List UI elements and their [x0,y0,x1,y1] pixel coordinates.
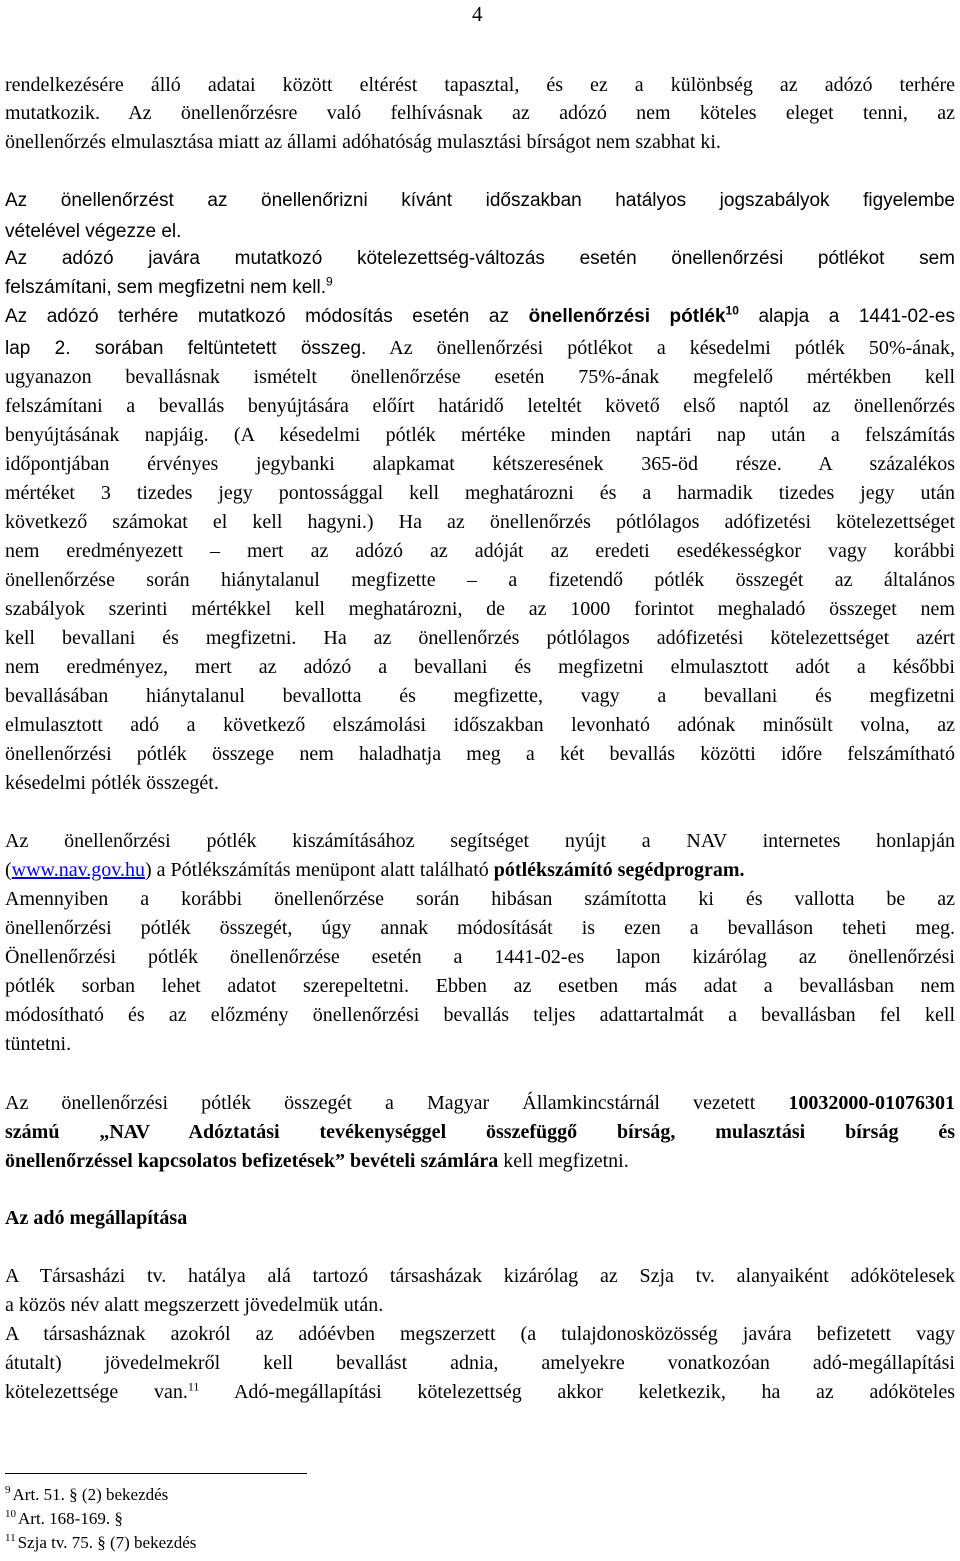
text-line [5,1150,955,1173]
text-line: ugyanazon bevallásnak ismételt önellenőrzése esetén 75%-ának megfelelő mértékben kell [5,366,955,388]
text-line: átutalt) jövedelmekről kell bevallást adnia, amelyekre vonatkozóan adó-megállapítási [5,1352,955,1374]
nav-website-link[interactable]: www.nav.gov.hu [11,859,145,881]
text-line: bevallásában hiánytalanul bevallotta és megfizette, vagy a bevallani és megfizetni [5,685,955,707]
footnote [5,1531,605,1555]
text-line: elmulasztott adó a következő elszámolási időszakban levonható adónak minősült volna, az [5,714,955,736]
text-line: A Társasházi tv. hatálya alá tartozó társasházak kizárólag az Szja tv. alanyaiként adókötelesek [5,1265,955,1287]
text-span: felszámítani, sem megfizetni nem kell. [5,277,327,298]
text-span: ) a Pótlékszámítás menüpont alatt található [144,859,494,881]
footnote-number: 11 [5,1532,16,1545]
text-span: Az önellenőrzési pótlék összegét a Magyar Államkincstárnál vezetett [5,1092,789,1114]
text-line: késedelmi pótlék összegét. [5,772,219,794]
text-line: következő számokat el kell hagyni.) Ha az önellenőrzés pótlólagos adófizetési kötelezettséget [5,511,955,533]
text-span: Adó-megállapítási kötelezettség akkor keletkezik, ha az adóköteles [199,1381,955,1403]
bold-term: önellenőrzési pótlék [528,306,726,327]
text-line: felszámítani a bevallás benyújtására előírt határidő leteltét követő első naptól az önellenőrzés [5,395,955,417]
footnote-number: 9 [5,1484,11,1497]
text-line [5,1092,955,1115]
account-number: 10032000-01076301 [788,1092,955,1114]
text-line: kell bevallani és megfizetni. Ha az önellenőrzés pótlólagos adófizetési kötelezettséget azért [5,627,955,649]
text-span: kell megfizetni. [498,1150,629,1172]
text-line: vételével végezze el. [5,221,182,242]
footnotes [5,1483,605,1555]
text-line: benyújtásának napjáig. (A késedelmi pótlék mértéke minden naptári nap után a felszámítás [5,424,955,446]
text-line: A társasháznak azokról az adóévben megszerzett (a tulajdonosközösség javára befizetett vagy [5,1323,955,1345]
text-line [5,274,955,299]
text-line: a közös név alatt megszerzett jövedelmük után. [5,1294,384,1316]
text-line: önellenőrzési pótlék összegét, úgy annak módosítását is ezen a bevalláson teheti meg. [5,917,955,939]
text-span: ( [5,859,12,881]
text-line: pótlék sorban lehet adatot szerepeltetni. Ebben az esetben más adat a bevallásban nem [5,975,955,997]
text-line: nem eredményez, mert az adózó a bevallani és megfizetni elmulasztott adót a későbbi [5,656,955,678]
page-number: 4 [472,2,483,26]
text-line: mutatkozik. Az önellenőrzésre való felhívásnak az adózó nem köteles eleget tenni, az [5,102,955,124]
footnote-text: Art. 168-169. § [18,1509,123,1528]
text-line: Önellenőrzési pótlék önellenőrzése esetén a 1441-02-es lapon kizárólag az önellenőrzési [5,946,955,968]
text-line: Amennyiben a korábbi önellenőrzése során hibásan számította ki és vallotta be az [5,888,955,910]
footnote-ref: 9 [326,274,333,289]
text-line [5,859,955,882]
text-line [5,303,955,328]
footnote-number: 10 [5,1508,16,1521]
footnote-divider [5,1473,307,1474]
footnote-text: Szja tv. 75. § (7) bekezdés [17,1533,197,1552]
text-span: Az adózó terhére mutatkozó módosítás esetén az [5,306,529,327]
text-line: tüntetni. [5,1033,72,1055]
text-line: számú „NAV Adóztatási tevékenységgel összefüggő bírság, mulasztási bírság és [5,1121,955,1143]
section-heading: Az adó megállapítása [5,1207,188,1229]
text-line: módosítható és az előzmény önellenőrzési bevallás teljes adattartalmát a bevallásban fel kell [5,1004,955,1026]
text-line: önellenőrzése során hiánytalanul megfizette – a fizetendő pótlék összegét az általános [5,569,955,591]
footnote [5,1483,605,1507]
text-span: alapja a 1441-02-es [738,306,955,327]
text-line: mértéket 3 tizedes jegy pontossággal kell meghatározni és a harmadik tizedes jegy után [5,482,955,504]
footnote [5,1507,605,1531]
bold-term: pótlékszámító segédprogram. [493,859,745,881]
footnote-ref: 10 [725,303,739,318]
text-line: szabályok szerinti mértékkel kell meghatározni, de az 1000 forintot meghaladó összeget nem [5,598,955,620]
text-span: Az önellenőrzési pótlékot a késedelmi pótlék 50%-ának, [389,337,955,359]
text-line: Az adózó javára mutatkozó kötelezettség-változás esetén önellenőrzési pótlékot sem [5,248,955,269]
text-line: Az önellenőrzést az önellenőrizni kívánt időszakban hatályos jogszabályok figyelembe [5,190,955,211]
text-line: nem eredményezett – mert az adózó az adóját az eredeti esedékességkor vagy korábbi [5,540,955,562]
text-span: kötelezettsége van. [5,1381,188,1403]
text-line: önellenőrzési pótlék összege nem haladhatja meg a két bevallás közötti időre felszámítható [5,743,955,765]
text-line: időpontjában érvényes jegybanki alapkamat kétszeresének 365-öd része. A százalékos [5,453,955,475]
text-line: Az önellenőrzési pótlék kiszámításához segítséget nyújt a NAV internetes honlapján [5,830,955,852]
text-line: önellenőrzés elmulasztása miatt az állami adóhatóság mulasztási bírságot nem szabhat ki. [5,131,721,153]
text-span: lap 2. sorában feltüntetett összeg. [5,338,367,359]
text-line: rendelkezésére álló adatai között eltérést tapasztal, és ez a különbség az adózó terhére [5,74,955,96]
text-line [5,1381,955,1404]
bold-term: önellenőrzéssel kapcsolatos befizetések” bevételi számlára [5,1150,499,1172]
text-line [5,337,955,360]
footnote-ref: 11 [187,1379,200,1394]
footnote-text: Art. 51. § (2) bekezdés [12,1485,169,1504]
